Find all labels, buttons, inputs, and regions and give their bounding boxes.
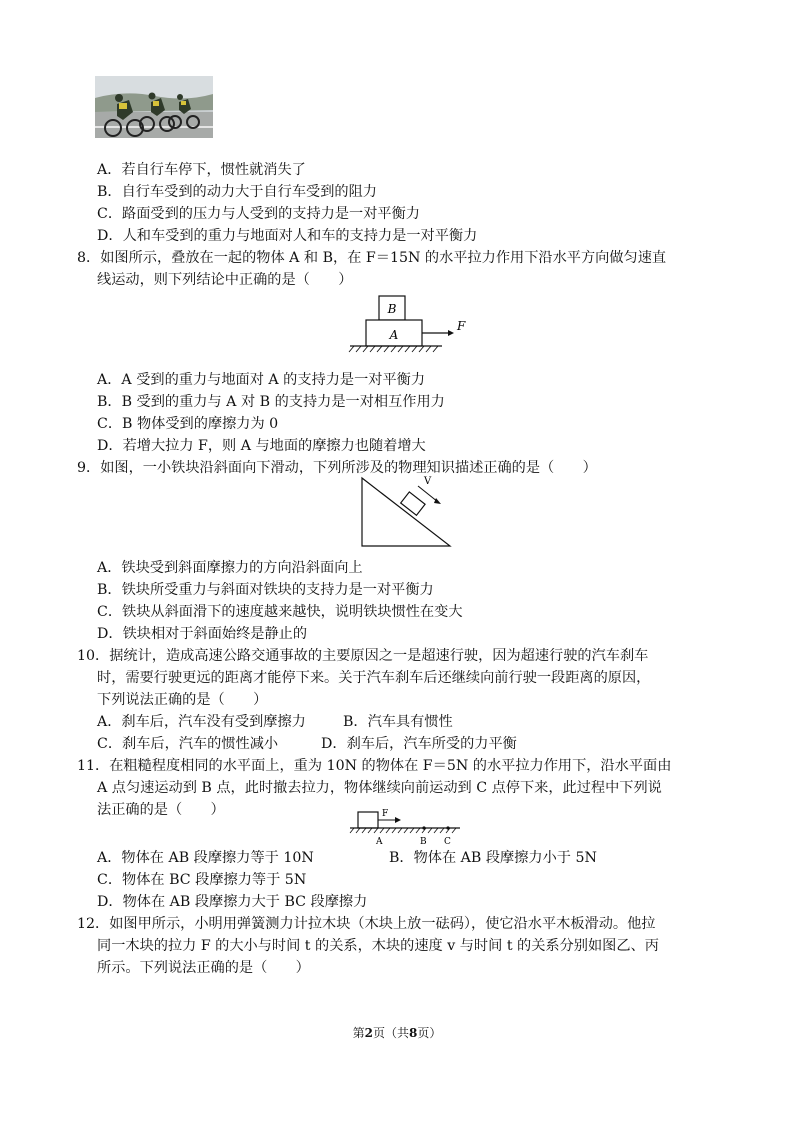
q7-option-d: D．人和车受到的重力与地面对人和车的支持力是一对平衡力 [97,228,478,244]
object-block [358,812,378,828]
q10-stem-line-3: 下列说法正确的是（ ） [97,692,268,708]
q10-stem-line-1: 10．据统计，造成高速公路交通事故的主要原因之一是超速行驶，因为超速行驶的汽车刹车 [77,648,649,664]
q8-option-a: A．A 受到的重力与地面对 A 的支持力是一对平衡力 [97,372,426,388]
q10-option-d: D．刹车后，汽车所受的力平衡 [321,736,517,752]
q8-stacked-blocks-figure [344,290,474,364]
q9-option-b: B．铁块所受重力与斜面对铁块的支持力是一对平衡力 [97,582,434,598]
label-c: C [444,837,451,847]
q7-option-a: A．若自行车停下，惯性就消失了 [97,162,306,178]
footer-prefix: 第 [352,1026,365,1040]
q9-option-c: C．铁块从斜面滑下的速度越来越快，说明铁块惯性在变大 [97,604,463,620]
q11-option-a: A．物体在 AB 段摩擦力等于 10N [97,850,314,866]
q12-stem-line-2: 同一木块的拉力 F 的大小与时间 t 的关系，木块的速度 v 与时间 t 的关系分别如图乙、丙 [97,938,659,954]
label-b: B [420,837,427,847]
q10-stem-line-2: 时，需要行驶更远的距离才能停下来。关于汽车刹车后还继续向前行驶一段距离的原因， [97,670,651,686]
q10-option-b: B．汽车具有惯性 [343,714,453,730]
q11-option-b: B．物体在 AB 段摩擦力小于 5N [389,850,597,866]
page-footer [0,1025,794,1041]
label-f: F [382,809,389,819]
q11-stem-line-1: 11．在粗糙程度相同的水平面上，重为 10N 的物体在 F＝5N 的水平拉力作用下，沿水平面由 [77,758,672,774]
q7-option-c: C．路面受到的压力与人受到的支持力是一对平衡力 [97,206,420,222]
point-b [422,826,425,829]
label-a: A [376,837,383,847]
q11-stem-line-2: A 点匀速运动到 B 点，此时撤去拉力，物体继续向前运动到 C 点停下来，此过程中下列说 [97,780,662,796]
q8-option-d: D．若增大拉力 F，则 A 与地面的摩擦力也随着增大 [97,438,426,454]
q8-stem-line-2: 线运动，则下列结论中正确的是（ ） [97,272,353,288]
q8-stem-line-1: 8．如图所示，叠放在一起的物体 A 和 B，在 F＝15N 的水平拉力作用下沿水平方向做匀速直 [77,250,667,266]
velocity-arrow [418,486,438,502]
q8-option-c: C．B 物体受到的摩擦力为 0 [97,416,279,432]
q9-stem: 9．如图，一小铁块沿斜面向下滑动，下列所涉及的物理知识描述正确的是（ ） [77,460,597,476]
label-v: V [424,476,432,487]
q7-option-b: B．自行车受到的动力大于自行车受到的阻力 [97,184,377,200]
q10-option-a: A．刹车后，汽车没有受到摩擦力 [97,714,306,730]
cyclists-photo [95,76,213,138]
q11-stem-line-3: 法正确的是（ ） [97,802,225,818]
q11-option-c: C．物体在 BC 段摩擦力等于 5N [97,872,307,888]
label-b: B [387,302,397,316]
footer-suffix: 页） [417,1026,442,1040]
q12-stem-line-3: 所示。下列说法正确的是（ ） [97,960,310,976]
q12-stem-line-1: 12．如图甲所示，小明用弹簧测力计拉木块（木块上放一砝码），使它沿水平木板滑动。他拉 [77,916,656,932]
footer-total-pages: 8 [409,1026,418,1040]
footer-middle: 页（共 [372,1026,409,1040]
label-a: A [389,328,399,342]
q11-track-figure [348,802,464,848]
q9-option-a: A．铁块受到斜面摩擦力的方向沿斜面向上 [97,560,363,576]
q9-option-d: D．铁块相对于斜面始终是静止的 [97,626,308,642]
label-f: F [457,319,466,333]
q8-option-b: B．B 受到的重力与 A 对 B 的支持力是一对相互作用力 [97,394,445,410]
q10-option-c: C．刹车后，汽车的惯性减小 [97,736,279,752]
q11-option-d: D．物体在 AB 段摩擦力大于 BC 段摩擦力 [97,894,368,910]
q9-incline-figure [360,474,456,550]
footer-page-number: 2 [364,1026,373,1040]
point-c [446,826,449,829]
